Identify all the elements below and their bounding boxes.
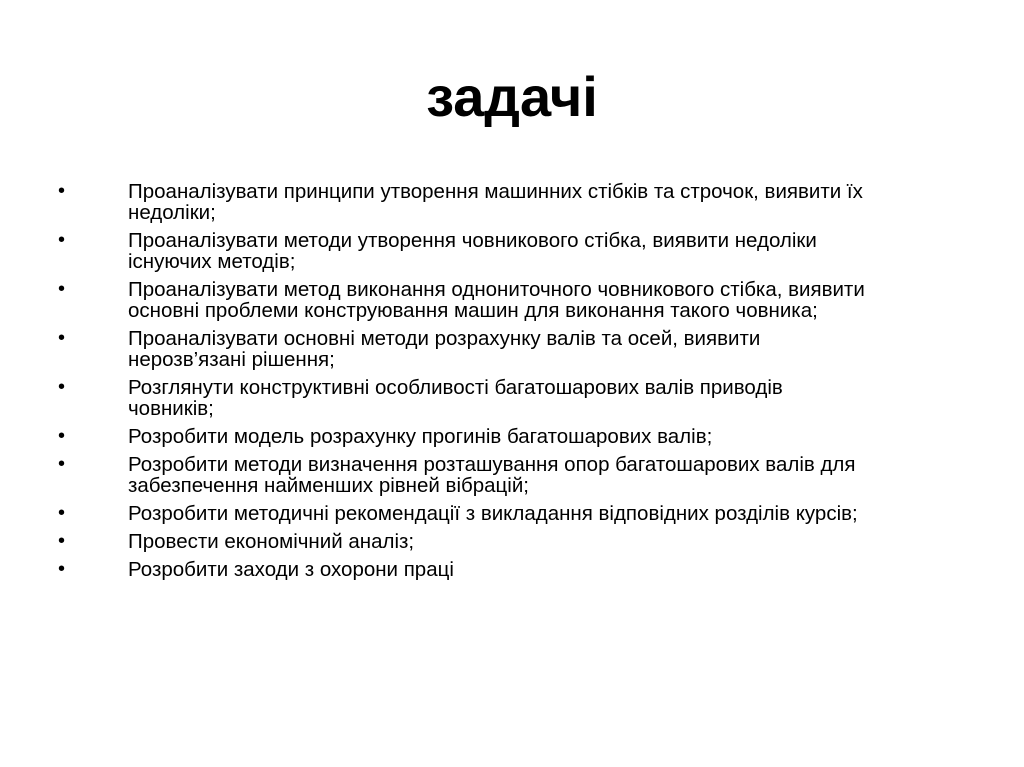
- text-line: забезпечення найменших рівней вібрацій;: [128, 474, 529, 497]
- slide-title: задачі: [426, 65, 598, 128]
- bullet-icon: •: [58, 278, 66, 300]
- text-line: Розробити заходи з охорони праці: [128, 558, 454, 581]
- text-line: основні проблеми конструювання машин для виконання такого човника;: [128, 299, 818, 322]
- text-line: Розглянути конструктивні особливості багатошарових валів приводів: [128, 376, 783, 399]
- list-item: [0, 181, 1024, 223]
- text-line: човників;: [128, 397, 214, 420]
- bullet-icon: •: [58, 327, 66, 349]
- text-line: Розробити методи визначення розташування опор багатошарових валів для: [128, 453, 856, 476]
- list-item: [0, 454, 1024, 496]
- task-list: [0, 181, 1024, 587]
- list-item-text: [128, 328, 1024, 370]
- list-item: [0, 377, 1024, 419]
- list-item: [0, 559, 1024, 580]
- text-line: Провести економічний аналіз;: [128, 530, 415, 553]
- list-item-text: [128, 454, 1024, 496]
- list-item: [0, 531, 1024, 552]
- bullet-icon: •: [58, 425, 66, 447]
- list-item: [0, 426, 1024, 447]
- text-line: недоліки;: [128, 201, 216, 224]
- bullet-icon: •: [58, 229, 66, 251]
- bullet-icon: •: [58, 376, 66, 398]
- text-line: існуючих методів;: [128, 250, 296, 273]
- list-item-text: [128, 503, 1024, 524]
- bullet-icon: •: [58, 453, 66, 475]
- text-line: Проаналізувати принципи утворення машинних стібків та строчок, виявити їх: [128, 180, 863, 203]
- bullet-icon: •: [58, 530, 66, 552]
- list-item-text: [128, 426, 1024, 447]
- list-item: [0, 230, 1024, 272]
- list-item-text: [128, 377, 1024, 419]
- list-item-text: [128, 279, 1024, 321]
- list-item-text: [128, 559, 1024, 580]
- text-line: Проаналізувати методи утворення човникового стібка, виявити недоліки: [128, 229, 817, 252]
- list-item: [0, 328, 1024, 370]
- text-line: Проаналізувати основні методи розрахунку валів та осей, виявити: [128, 327, 761, 350]
- bullet-icon: •: [58, 502, 66, 524]
- list-item-text: [128, 531, 1024, 552]
- list-item-text: [128, 181, 1024, 223]
- list-item: [0, 503, 1024, 524]
- text-line: Розробити методичні рекомендації з викладання відповідних розділів курсів;: [128, 502, 858, 525]
- list-item: [0, 279, 1024, 321]
- text-line: Розробити модель розрахунку прогинів багатошарових валів;: [128, 425, 713, 448]
- bullet-icon: •: [58, 180, 66, 202]
- list-item-text: [128, 230, 1024, 272]
- text-line: Проаналізувати метод виконання однониточного човникового стібка, виявити: [128, 278, 865, 301]
- text-line: нерозв’язані рішення;: [128, 348, 335, 371]
- bullet-icon: •: [58, 558, 66, 580]
